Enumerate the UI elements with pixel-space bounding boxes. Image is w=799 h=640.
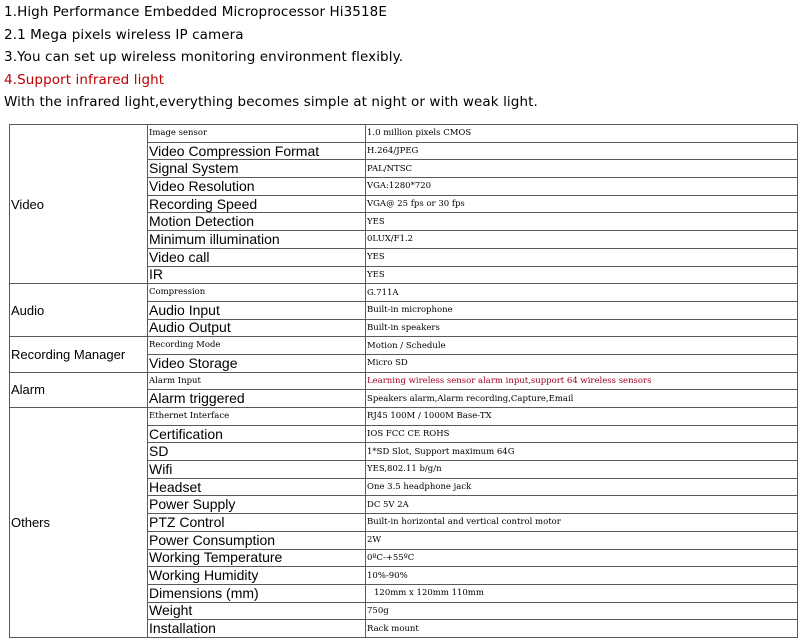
spec-param: Wifi	[148, 461, 366, 479]
spec-value: Rack mount	[366, 620, 798, 638]
spec-value: Built-in speakers	[366, 319, 798, 337]
spec-value: Motion / Schedule	[366, 337, 798, 355]
spec-value: VGA:1280*720	[366, 178, 798, 196]
spec-param: Power Consumption	[148, 531, 366, 549]
spec-value: Built-in microphone	[366, 301, 798, 319]
spec-param: Compression	[148, 284, 366, 302]
spec-param: IR	[148, 266, 366, 284]
spec-value: Speakers alarm,Alarm recording,Capture,Email	[366, 390, 798, 408]
intro-list	[4, 2, 794, 115]
spec-value: Micro SD	[366, 354, 798, 372]
spec-param: Working Humidity	[148, 567, 366, 585]
spec-param: Video Compression Format	[148, 142, 366, 160]
spec-param: Video Storage	[148, 354, 366, 372]
spec-row	[10, 372, 798, 390]
spec-table	[9, 124, 798, 638]
spec-param: Ethernet Interface	[148, 408, 366, 426]
spec-value: 1.0 million pixels CMOS	[366, 125, 798, 143]
spec-value: DC 5V 2A	[366, 496, 798, 514]
spec-param: Image sensor	[148, 125, 366, 143]
spec-value: 10%-90%	[366, 567, 798, 585]
spec-value: VGA@ 25 fps or 30 fps	[366, 195, 798, 213]
spec-value: One 3.5 headphone jack	[366, 478, 798, 496]
spec-value: 0ºC-+55ºC	[366, 549, 798, 567]
spec-value: YES,802.11 b/g/n	[366, 461, 798, 479]
spec-param: Minimum illumination	[148, 231, 366, 249]
spec-param: Recording Speed	[148, 195, 366, 213]
spec-value: IOS FCC CE ROHS	[366, 425, 798, 443]
spec-category: Audio	[10, 284, 148, 337]
spec-param: Video call	[148, 248, 366, 266]
intro-line-4: 4.Support infrared light	[4, 71, 165, 88]
spec-row	[10, 408, 798, 426]
spec-param: SD	[148, 443, 366, 461]
spec-value: YES	[366, 213, 798, 231]
spec-category: Recording Manager	[10, 337, 148, 372]
spec-param: Audio Output	[148, 319, 366, 337]
spec-param: Alarm Input	[148, 372, 366, 390]
spec-value: 2W	[366, 531, 798, 549]
spec-value: YES	[366, 266, 798, 284]
spec-param: PTZ Control	[148, 514, 366, 532]
spec-param: Audio Input	[148, 301, 366, 319]
intro-line-3: 3.You can set up wireless monitoring environment flexibly.	[4, 49, 404, 65]
spec-category: Others	[10, 408, 148, 638]
spec-table-body	[10, 125, 798, 638]
spec-row	[10, 125, 798, 143]
spec-row	[10, 284, 798, 302]
spec-param: Motion Detection	[148, 213, 366, 231]
spec-param: Working Temperature	[148, 549, 366, 567]
spec-value: 0LUX/F1.2	[366, 231, 798, 249]
spec-value: 120mm x 120mm 110mm	[366, 584, 798, 602]
spec-value: 1*SD Slot, Support maximum 64G	[366, 443, 798, 461]
spec-param: Dimensions (mm)	[148, 584, 366, 602]
spec-value: G.711A	[366, 284, 798, 302]
spec-value: 750g	[366, 602, 798, 620]
spec-row	[10, 337, 798, 355]
intro-line-2: 2.1 Mega pixels wireless IP camera	[4, 26, 244, 43]
spec-param: Headset	[148, 478, 366, 496]
spec-param: Weight	[148, 602, 366, 620]
spec-category: Video	[10, 125, 148, 284]
spec-value: YES	[366, 248, 798, 266]
spec-param: Recording Mode	[148, 337, 366, 355]
spec-param: Video Resolution	[148, 178, 366, 196]
spec-param: Certification	[148, 425, 366, 443]
spec-param: Installation	[148, 620, 366, 638]
intro-line-5: With the infrared light,everything becomes simple at night or with weak light.	[4, 94, 538, 110]
spec-value: Built-in horizontal and vertical control motor	[366, 514, 798, 532]
spec-param: Alarm triggered	[148, 390, 366, 408]
spec-value: H.264/JPEG	[366, 142, 798, 160]
spec-value: PAL/NTSC	[366, 160, 798, 178]
spec-param: Power Supply	[148, 496, 366, 514]
spec-value: Learning wireless sensor alarm input,support 64 wireless sensors	[366, 372, 798, 390]
intro-line-1: 1.High Performance Embedded Microprocessor Hi3518E	[4, 4, 387, 20]
spec-param: Signal System	[148, 160, 366, 178]
spec-value: RJ45 100M / 1000M Base-TX	[366, 408, 798, 426]
spec-category: Alarm	[10, 372, 148, 407]
